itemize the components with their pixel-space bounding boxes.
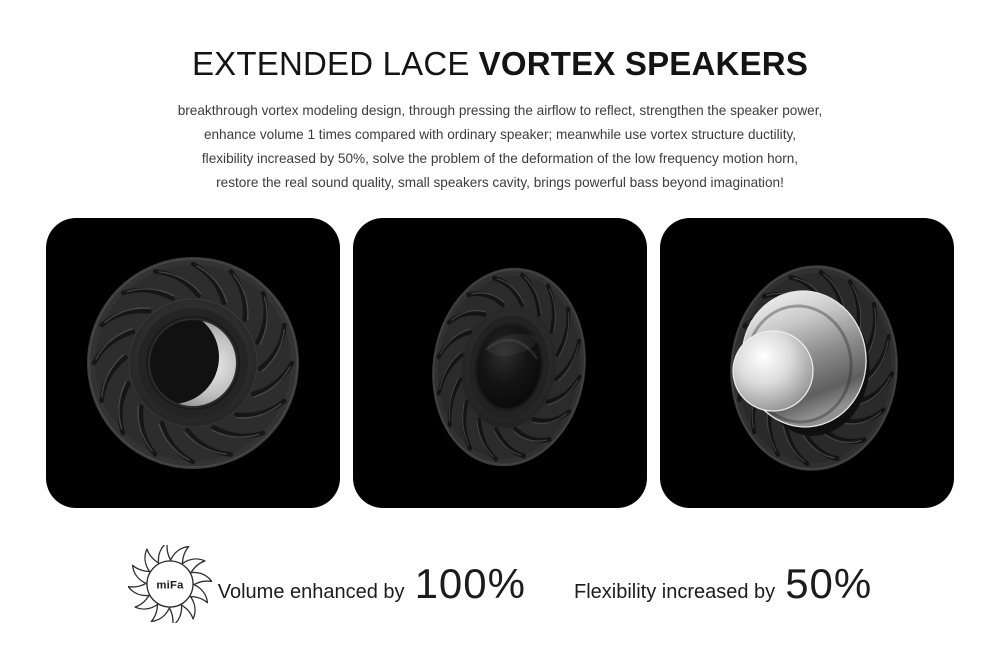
speaker-image-panel-chrome	[660, 218, 954, 508]
title-bold-part: VORTEX SPEAKERS	[478, 45, 809, 82]
metric-flexibility-value: 50%	[785, 560, 873, 607]
metric-volume-label: Volume enhanced by	[217, 581, 405, 603]
description-line: enhance volume 1 times compared with ordinary speaker; meanwhile use vortex structure ductility,	[203, 127, 797, 142]
description-line: flexibility increased by 50%, solve the problem of the deformation of the low frequency motion horn,	[201, 151, 799, 166]
mifa-logo-text: miFa	[156, 579, 184, 592]
speaker-driver-angled-image	[353, 218, 647, 508]
metric-flexibility	[574, 560, 872, 608]
metric-flexibility-label: Flexibility increased by	[573, 581, 776, 603]
title-regular-part: EXTENDED LACE	[191, 45, 470, 82]
metric-volume	[218, 560, 526, 608]
speaker-driver-chrome-image	[660, 218, 954, 508]
speaker-driver-front-image	[46, 218, 340, 508]
speaker-image-gallery	[0, 218, 1000, 508]
footer-metrics-row	[0, 545, 1000, 623]
metric-volume-value: 100%	[414, 560, 526, 607]
speaker-image-panel-angled	[353, 218, 647, 508]
page-title	[0, 0, 1000, 83]
product-description	[0, 99, 1000, 195]
description-line: breakthrough vortex modeling design, through pressing the airflow to reflect, strengthen the speaker power,	[177, 103, 823, 118]
mifa-vortex-logo-icon	[128, 545, 212, 623]
description-line: restore the real sound quality, small speakers cavity, brings powerful bass beyond imagination!	[216, 175, 784, 190]
speaker-image-panel-front	[46, 218, 340, 508]
